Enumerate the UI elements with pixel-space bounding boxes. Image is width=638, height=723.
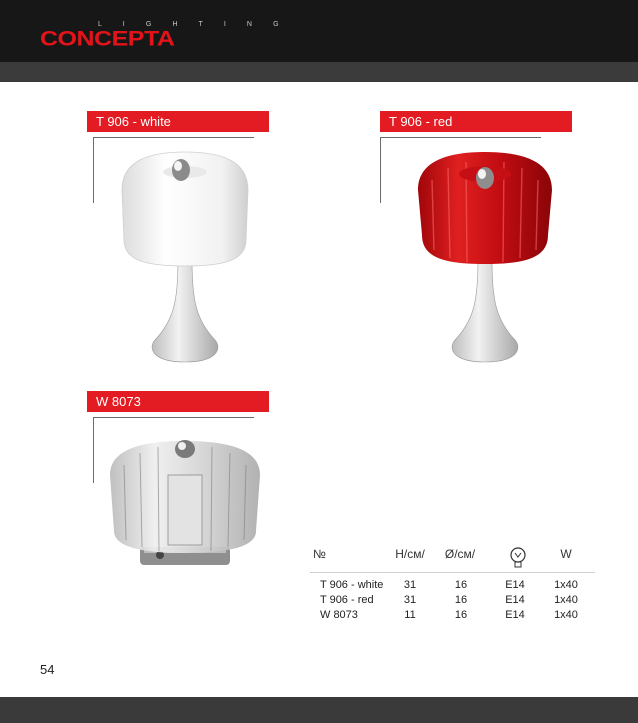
table-row <box>310 594 595 609</box>
lamp-image-red <box>410 150 560 375</box>
row-watt: 1x40 <box>554 579 578 591</box>
row-socket: E14 <box>505 579 525 591</box>
footer-bar <box>0 697 638 723</box>
row-watt: 1x40 <box>554 594 578 606</box>
header-watt: W <box>560 547 572 561</box>
product-label-w8073: W 8073 <box>87 391 269 412</box>
row-diameter: 16 <box>454 609 468 621</box>
row-height: 31 <box>403 594 417 606</box>
spec-table-header <box>310 538 595 573</box>
table-row <box>310 609 595 624</box>
row-watt: 1x40 <box>554 609 578 621</box>
lamp-image-w8073 <box>100 435 270 575</box>
row-diameter: 16 <box>454 594 468 606</box>
row-height: 31 <box>403 579 417 591</box>
page-number: 54 <box>40 662 55 677</box>
product-label-t906-red: T 906 - red <box>380 111 572 132</box>
row-socket: E14 <box>505 594 525 606</box>
brand-logo: CONCEPTA <box>40 27 175 51</box>
header-diameter: Ø/см/ <box>444 547 476 561</box>
product-label-t906-white: T 906 - white <box>87 111 269 132</box>
row-socket: E14 <box>505 609 525 621</box>
row-name: T 906 - red <box>320 594 374 606</box>
brand-tagline: L I G H T I N G <box>98 21 289 28</box>
row-name: W 8073 <box>320 609 358 621</box>
row-height: 11 <box>404 609 416 621</box>
table-row <box>310 579 595 594</box>
row-name: T 906 - white <box>320 579 384 591</box>
row-diameter: 16 <box>454 579 468 591</box>
bulb-icon <box>509 547 527 569</box>
spec-table <box>310 538 595 624</box>
lamp-image-white <box>110 150 260 375</box>
header-strip <box>0 62 638 82</box>
header-height: H/см/ <box>395 547 425 561</box>
header-number: № <box>313 547 326 561</box>
